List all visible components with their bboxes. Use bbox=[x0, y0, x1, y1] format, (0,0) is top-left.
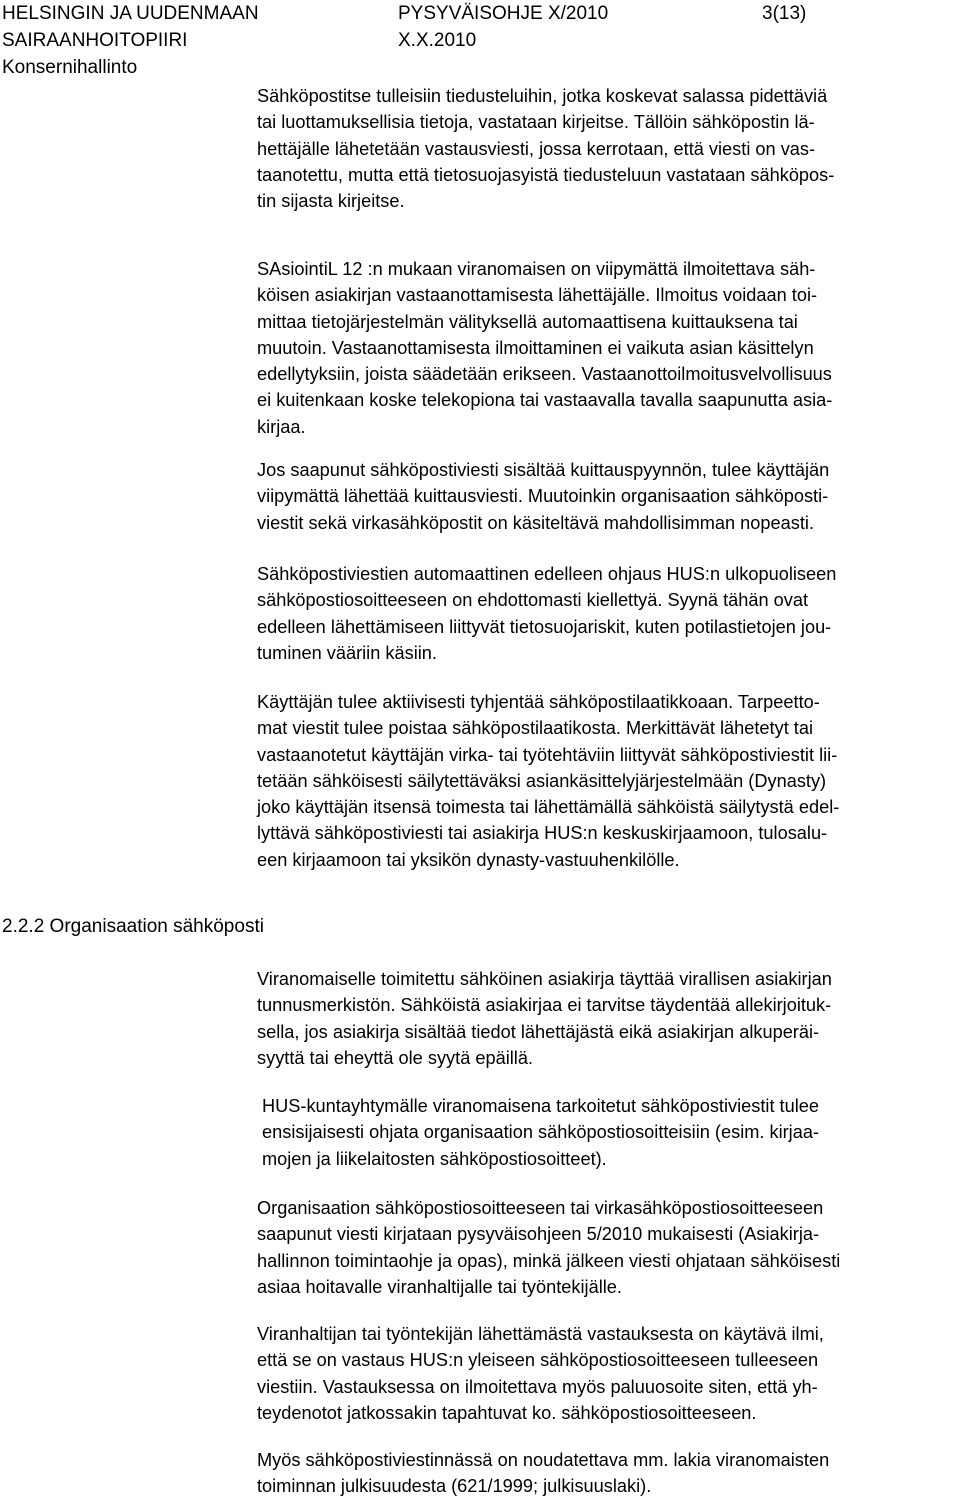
document-date: X.X.2010 bbox=[398, 30, 477, 51]
document-header bbox=[0, 0, 960, 80]
organization-name-line1: HELSINGIN JA UUDENMAAN bbox=[2, 3, 259, 24]
section-heading: 2.2.2 Organisaation sähköposti bbox=[2, 916, 264, 937]
document-title: PYSYVÄISOHJE X/2010 bbox=[398, 3, 609, 24]
paragraph-reply-requirements: Viranhaltijan tai työntekijän lähettämästä vastauksesta on käytävä ilmi, että se on vastaus HUS:n yleiseen sähköpostiosoitteeseen tulleeseen viestiin. Vastauksessa on ilmoitettava myös paluuosoite siten, että yh- teydenotot jatkossakin tapahtuvat ko. sähköpostiosoitteeseen. bbox=[257, 1324, 824, 1423]
paragraph-publicity-act: Myös sähköpostiviestinnässä on noudatettava mm. lakia viranomaisten toiminnan julkisuudesta (621/1999; julkisuuslaki). bbox=[257, 1450, 830, 1497]
page-number: 3(13) bbox=[762, 3, 807, 24]
paragraph-registration: Organisaation sähköpostiosoitteeseen tai virkasähköpostiosoitteeseen saapunut viesti kirjataan pysyväisohjeen 5/2010 mukaisesti (Asiakirja- hallinnon toimintaohje ja opas), minkä jälkeen viesti ohjataan sähköisesti asiaa hoitavalle viranhaltijalle tai työntekijälle. bbox=[257, 1198, 841, 1297]
paragraph-receipt-notification: SAsiointiL 12 :n mukaan viranomaisen on viipymättä ilmoitettava säh- köisen asiakirjan vastaanottamisesta lähettäjälle. Ilmoitus voidaan toi- mittaa tietojärjestelmän välityksellä automaattisena kuittauksena tai muutoin. Vastaanottamisesta ilmoittaminen ei vaikuta asian käsittelyn edellytyksiin, joista säädetään erikseen. Vastaanottoilmoitusvelvollisuus ei kuitenkaan koske telekopiona tai vastaavalla tavalla saapunutta asia- kirjaa. bbox=[257, 259, 833, 437]
department-name: Konsernihallinto bbox=[2, 57, 138, 78]
paragraph-mailbox-cleanup: Käyttäjän tulee aktiivisesti tyhjentää sähköpostilaatikkoaan. Tarpeetto- mat viestit tulee poistaa sähköpostilaatikosta. Merkittävät lähetetyt tai vastaanotetut käyttäjän virka- tai työtehtäviin liittyvät sähköpostiviestit lii- tetään sähköisesti säilytettäväksi asiankäsittelyjärjestelmään (Dynasty) joko käyttäjän itsensä toimesta tai lähettämällä sähköistä säilytystä edel- lyttävä sähköpostiviesti tai asiakirja HUS:n keskuskirjaamoon, tulosalu- een kirjaamoon tai yksikön dynasty-vastuuhenkilölle. bbox=[257, 692, 840, 870]
paragraph-auto-forwarding: Sähköpostiviestien automaattinen edelleen ohjaus HUS:n ulkopuoliseen sähköpostiosoitteeseen on ehdottomasti kiellettyä. Syynä tähän ovat edelleen lähettämiseen liittyvät tietosuojariskit, kuten potilastietojen jou- tuminen vääriin käsiin. bbox=[257, 564, 837, 663]
paragraph-organization-addresses: HUS-kuntayhtymälle viranomaisena tarkoitetut sähköpostiviestit tulee ensisijaisesti ohjata organisaation sähköpostiosoitteisiin (esim. kirjaa- mojen ja liikelaitosten sähköpostiosoitteet). bbox=[262, 1096, 820, 1169]
paragraph-electronic-document: Viranomaiselle toimitettu sähköinen asiakirja täyttää virallisen asiakirjan tunnusmerkistön. Sähköistä asiakirjaa ei tarvitse täydentää allekirjoituk- sella, jos asiakirja sisältää tiedot lähettäjästä eikä asiakirjan alkuperäi- syyttä tai eheyttä ole syytä epäillä. bbox=[257, 969, 832, 1068]
paragraph-email-inquiries: Sähköpostitse tulleisiin tiedusteluihin, jotka koskevat salassa pidettäviä tai luottamuksellisia tietoja, vastataan kirjeitse. Tällöin sähköpostin lä- hettäjälle lähetetään vastausviesti, jossa kerrotaan, että viesti on vas- taanotettu, mutta että tietosuojasyistä tiedusteluun vastataan sähköpos- tin sijasta kirjeitse. bbox=[257, 86, 835, 212]
organization-name-line2: SAIRAANHOITOPIIRI bbox=[2, 30, 188, 51]
paragraph-acknowledgement-request: Jos saapunut sähköpostiviesti sisältää kuittauspyynnön, tulee käyttäjän viipymättä lähettää kuittausviesti. Muutoinkin organisaation sähköposti- viestit sekä virkasähköpostit on käsiteltävä mahdollisimman nopeasti. bbox=[257, 460, 830, 533]
